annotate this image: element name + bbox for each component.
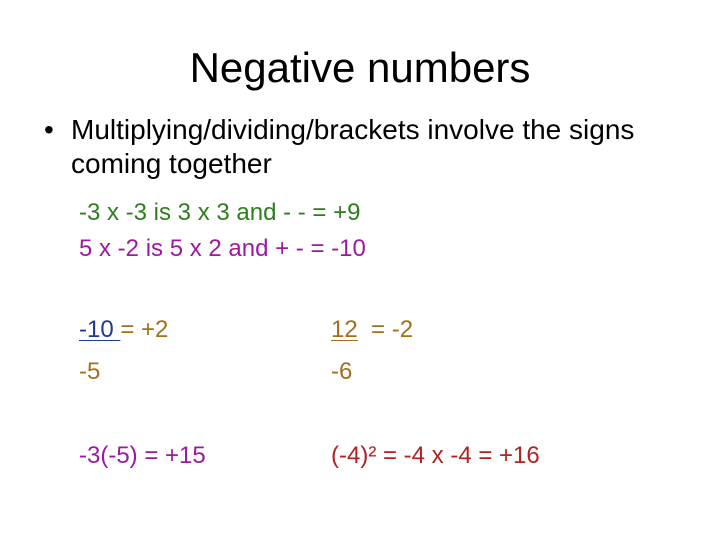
fraction1-top [79,315,168,345]
example-line-mixed-signs: 5 x -2 is 5 x 2 and + - = -10 [79,235,366,262]
fraction1-numerator: -10 [79,316,121,343]
fraction2-denominator: -6 [331,358,353,385]
power-example: (-4)² = -4 x -4 = +16 [331,442,540,469]
slide-title: Negative numbers [189,44,531,91]
fraction2-top [331,315,413,345]
example-line-multiply: -3 x -3 is 3 x 3 and - - = +9 [79,199,361,226]
fraction1-denominator: -5 [79,358,101,385]
bullet-point [44,113,684,181]
fraction2-result: = -2 [357,316,414,343]
fraction2-numerator: 12 [331,316,358,343]
bracket-example: -3(-5) = +15 [79,442,206,469]
fraction1-result: = +2 [120,316,169,343]
bullet-icon: • [44,114,54,145]
bullet-text: Multiplying/dividing/brackets involve the signs coming together [71,114,635,179]
